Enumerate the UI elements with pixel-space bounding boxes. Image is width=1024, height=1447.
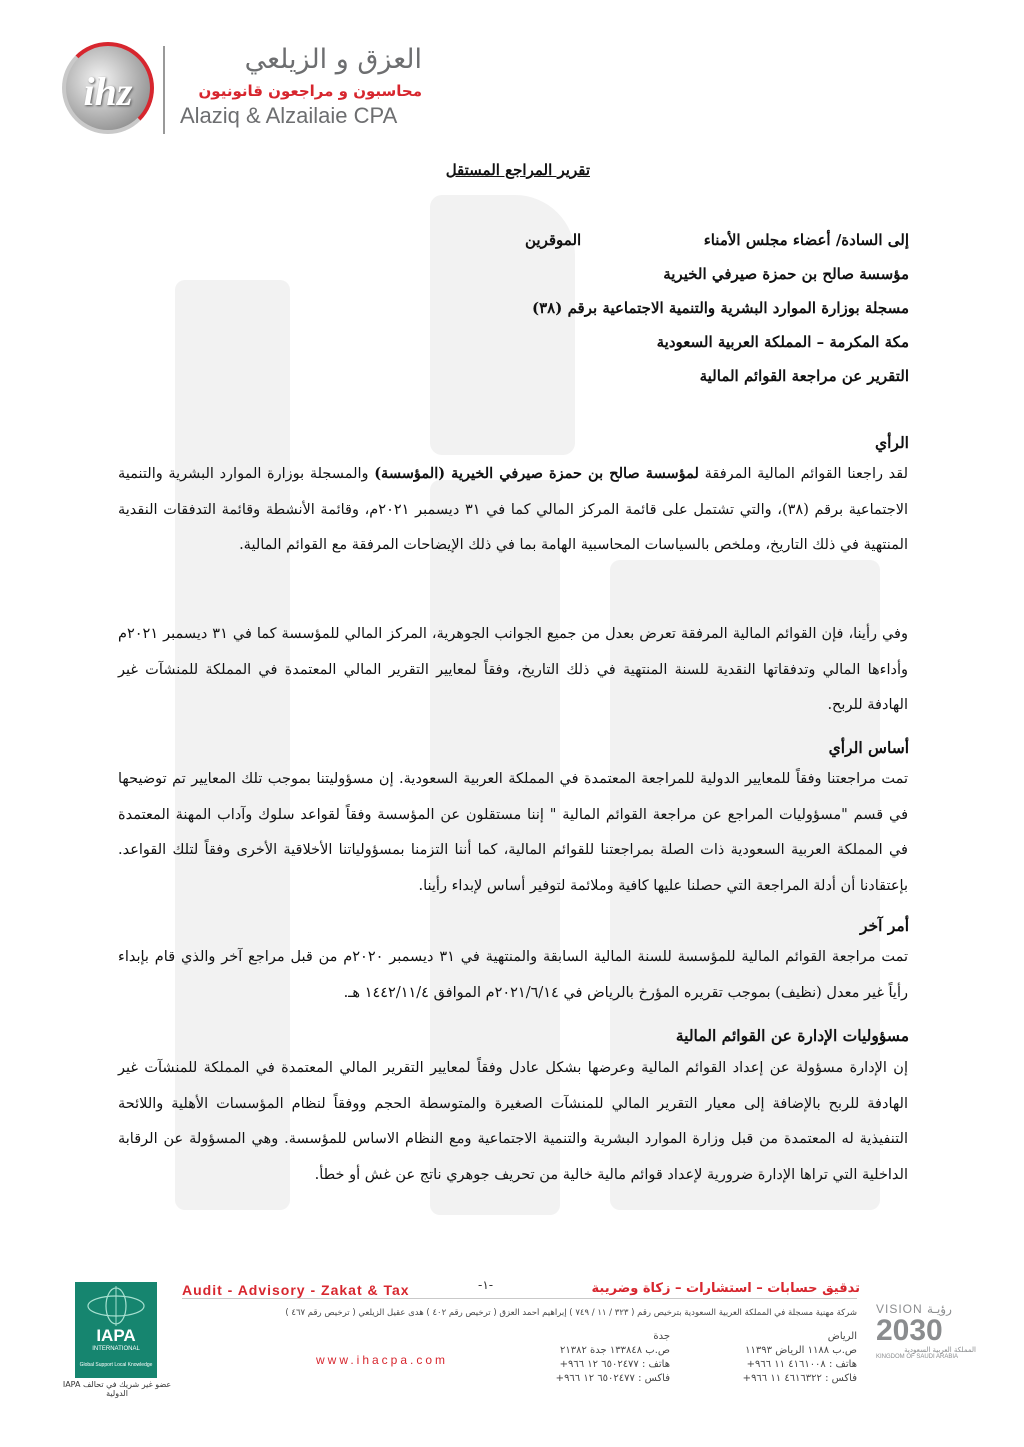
iapa-international: INTERNATIONAL <box>92 1346 140 1352</box>
opinion-paragraph-1 <box>118 456 908 564</box>
report-subtitle: التقرير عن مراجعة القوائم المالية <box>699 367 909 385</box>
other-matter-paragraph: تمت مراجعة القوائم المالية للمؤسسة للسنة المالية السابقة والمنتهية في ٣١ ديسمبر ٢٠٢٠م من قبل مراجع آخر والذي قام بإبداء رأياً غير معدل (نظيف) بموجب تقريره المؤرخ بالرياض في ٢٠٢١/٦/١٤م الموافق ١٤٤٢/١١/٤ هـ. <box>118 949 908 1001</box>
page-number: -١- <box>478 1278 494 1292</box>
jeddah-office <box>520 1330 670 1386</box>
opinion-heading: الرأي <box>874 433 909 452</box>
footer-divider <box>182 1298 857 1299</box>
basis-paragraph: تمت مراجعتنا وفقاً للمعايير الدولية للمراجعة المعتمدة في المملكة العربية السعودية. إن مسؤوليتنا بموجب تلك المعايير تم توضيحها في قسم "مسؤوليات المراجع عن مراجعة القوائم المالية " إننا مستقلون عن المؤسسة وفقاً لقواعد سلوك وآداب المهنة المعتمدة في المملكة العربية السعودية ذات الصلة بمراجعتنا للقوائم المالية، كما أننا التزمنا بمسؤولياتنا الأخلاقية الأخرى وفقاً لتلك القواعد. بإعتقادنا أن أدلة المراجعة التي حصلنا عليها كافية وملائمة لتوفير أساس لإبداء رأينا. <box>118 771 908 894</box>
registration-text: شركة مهنية مسجلة في المملكة العربية السعودية بترخيص رقم ( ٣٢٣ / ١١ / ٧٤٩ ) إبراهيم أحمد العزق ( ترخيص رقم ٤٠٢ ) هدى عقيل الزيلعي ( ترخيص رقم ٤٦٧ ) <box>285 1308 857 1318</box>
addressee-to: إلى السادة/ أعضاء مجلس الأمناء <box>703 231 909 249</box>
vision-country-ar: المملكة العربية السعودية <box>904 1346 976 1354</box>
entity-name-bold: لمؤسسة صالح بن حمزة صيرفي الخيرية (المؤسسة) <box>374 465 699 482</box>
mgmt-paragraph: إن الإدارة مسؤولة عن إعداد القوائم المالية وعرضها بشكل عادل وفقاً لمعايير التقرير المالي المعتمدة في المملكة للمنشآت غير الهادفة للربح بالإضافة إلى معيار التقرير المالي للمنشآت الصغيرة والمتوسطة الحجم ووفقاً لنظام المؤسسات الأهلية واللائحة التنفيذية له المعتمدة من قبل وزارة الموارد البشرية والتنمية الاجتماعية ومع النظام الاساس للمؤسسة. وهي المسؤولة عن الرقابة الداخلية التي تراها الإدارة ضرورية لإعداد قوائم مالية خالية من تحريف جوهري ناتج عن غش أو خطأ. <box>118 1060 908 1183</box>
services-en: Audit - Advisory - Zakat & Tax <box>182 1282 410 1298</box>
mgmt-heading: مسؤوليات الإدارة عن القوائم المالية <box>675 1026 909 1045</box>
iapa-name: IAPA <box>96 1326 136 1345</box>
riyadh-phone: هاتف : ٤١٦١٠٠٨ ١١ ٩٦٦+ <box>746 1359 857 1370</box>
vision-2030-logo <box>876 1302 976 1360</box>
jeddah-pobox: ص.ب ١٣٣٨٤٨ جدة ٢١٣٨٢ <box>560 1345 670 1356</box>
riyadh-fax: فاكس : ٤٦١٦٣٢٢ ١١ ٩٦٦+ <box>742 1373 857 1384</box>
iapa-tagline: Global Support Local Knowledge <box>79 1362 153 1368</box>
addressee-honorific: الموقرين <box>525 231 582 249</box>
basis-heading: أساس الرأي <box>828 738 909 757</box>
firm-name-ar: العزق و الزيلعي <box>244 44 422 75</box>
addressee-line-1 <box>409 231 909 249</box>
addressee-line-3: مسجلة بوزارة الموارد البشرية والتنمية الاجتماعية برقم (٣٨) <box>532 299 909 317</box>
vision-label: VISION رؤيـة <box>876 1302 952 1316</box>
iapa-member-note: عضو غير شريك في تحالف IAPA الدولية <box>62 1380 172 1398</box>
vision-country-en: KINGDOM OF SAUDI ARABIA <box>876 1354 959 1360</box>
other-matter-heading: أمر آخر <box>860 916 909 935</box>
jeddah-phone: هاتف : ٦٥٠٢٤٧٧ ١٢ ٩٦٦+ <box>559 1359 670 1370</box>
iapa-logo <box>75 1282 157 1378</box>
logo-mark-icon: ihz <box>62 42 154 134</box>
riyadh-office <box>705 1330 857 1386</box>
iapa-globe-icon <box>75 1282 157 1326</box>
opinion-p1-rest: والمسجلة بوزارة الموارد البشرية والتنمية الاجتماعية برقم (٣٨)، والتي تشتمل على قائمة المركز المالي كما في ٣١ ديسمبر ٢٠٢١م، وقائمة الأنشطة وقائمة التدفقات النقدية المنتهية في ذلك التاريخ، وملخص بالسياسات المحاسبية الهامة بما في ذلك الإيضاحات المرفقة مع القوائم المالية. <box>118 466 909 553</box>
jeddah-fax: فاكس : ٦٥٠٢٤٧٧ ١٢ ٩٦٦+ <box>555 1373 670 1384</box>
firm-name-en: Alaziq & Alzailaie CPA <box>180 103 398 128</box>
logo-divider <box>163 46 165 134</box>
opinion-p1-prefix: لقد راجعنا القوائم المالية المرفقة <box>698 466 909 482</box>
page-footer <box>0 1270 1024 1447</box>
addressee-line-4: مكة المكرمة – المملكة العربية السعودية <box>656 333 909 351</box>
report-title: تقرير المراجع المستقل <box>445 161 590 179</box>
website-link[interactable]: www.ihacpa.com <box>316 1353 449 1367</box>
jeddah-city: جدة <box>653 1331 670 1342</box>
riyadh-city: الرياض <box>827 1331 857 1342</box>
opinion-paragraph-2: وفي رأينا، فإن القوائم المالية المرفقة تعرض بعدل من جميع الجوانب الجوهرية، المركز المالي للمؤسسة كما في ٣١ ديسمبر ٢٠٢١م وأداءها المالي وتدفقاتها النقدية للسنة المنتهية في ذلك التاريخ، وفقاً لمعايير التقرير المالي المعتمدة في المملكة للمنشآت غير الهادفة للربح. <box>118 626 908 713</box>
addressee-line-2: مؤسسة صالح بن حمزة صيرفي الخيرية <box>663 265 909 283</box>
vision-year: 2030 <box>876 1314 943 1347</box>
firm-logo <box>62 40 442 140</box>
riyadh-pobox: ص.ب ١١٨٨ الرياض ١١٣٩٣ <box>745 1345 857 1356</box>
services-ar: تدقيق حسابات – استشارات – زكاة وضريبة <box>591 1281 860 1296</box>
firm-tagline-ar: محاسبون و مراجعون قانونيون <box>198 82 422 100</box>
